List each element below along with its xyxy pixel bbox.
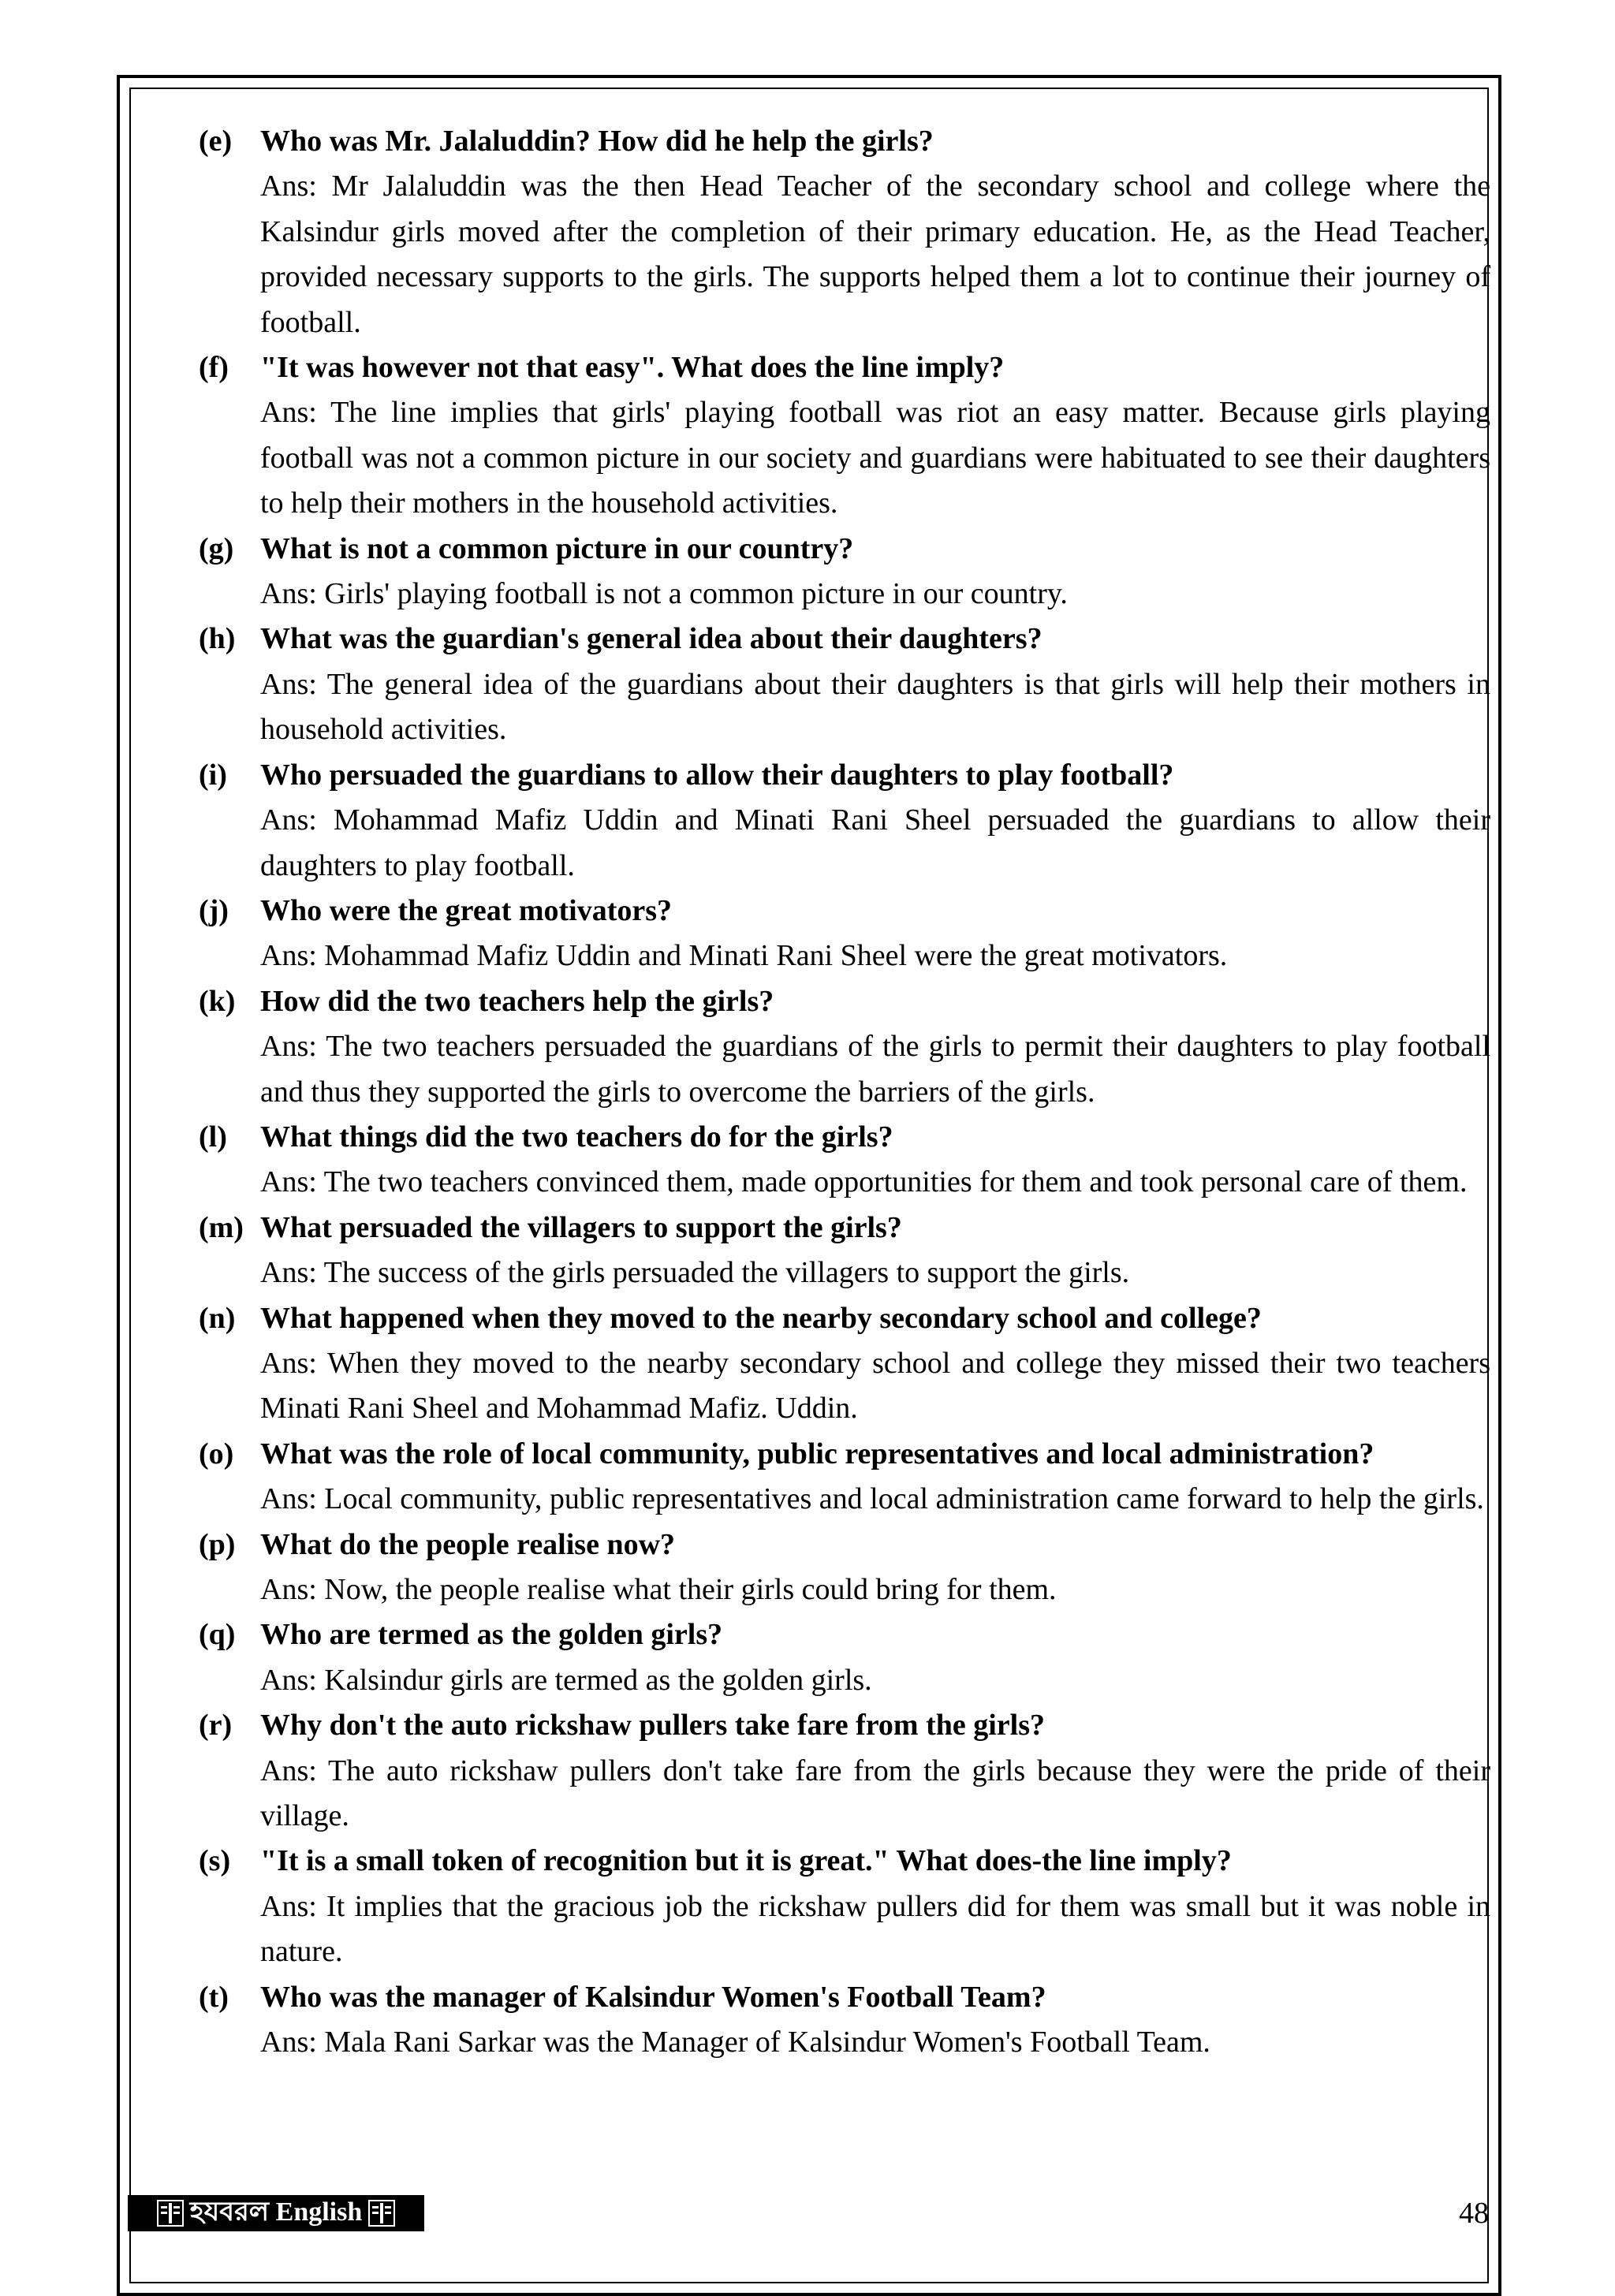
footer-badge: [128, 2195, 424, 2231]
qa-item-n: [199, 1296, 1490, 1432]
answer-text: Ans: Mohammad Mafiz Uddin and Minati Rani Sheel persuaded the guardians to allow their daughters to play football.: [260, 803, 1490, 882]
question-text: Who are termed as the golden girls?: [260, 1618, 723, 1652]
footer-badge-text: হযবরল English: [189, 2197, 363, 2227]
question-text: What do the people realise now?: [260, 1527, 676, 1561]
book-icon: [157, 2200, 184, 2227]
question-label: (g): [199, 531, 234, 565]
question-text: Who was Mr. Jalaluddin? How did he help the girls?: [260, 125, 934, 158]
qa-item-f: [199, 345, 1490, 527]
question-text: Who was the manager of Kalsindur Women's Football Team?: [260, 1980, 1046, 2014]
answer-text: Ans: The auto rickshaw pullers don't take fare from the girls because they were the pride of their village.: [260, 1754, 1490, 1833]
answer-text: Ans: Now, the people realise what their girls could bring for them.: [260, 1573, 1057, 1606]
question-text: What things did the two teachers do for the girls?: [260, 1120, 893, 1154]
page-number: 48: [1459, 2197, 1489, 2230]
question-label: (n): [199, 1301, 236, 1335]
question-label: (f): [199, 351, 229, 385]
answer-text: Ans: Mohammad Mafiz Uddin and Minati Rani Sheel were the great motivators.: [260, 939, 1228, 973]
qa-item-l: [199, 1115, 1490, 1206]
qa-item-t: [199, 1975, 1490, 2066]
answer-text: Ans: Girls' playing football is not a common picture in our country.: [260, 577, 1068, 611]
question-text: "It is a small token of recognition but it is great." What does-the line imply?: [260, 1844, 1232, 1878]
question-text: What happened when they moved to the nearby secondary school and college?: [260, 1301, 1262, 1335]
answer-text: Ans: Mala Rani Sarkar was the Manager of Kalsindur Women's Football Team.: [260, 2026, 1210, 2059]
qa-item-m: [199, 1206, 1490, 1296]
question-text: Who were the great motivators?: [260, 893, 673, 927]
question-label: (m): [199, 1210, 244, 1244]
answer-text: Ans: Local community, public representatives and local administration came forward to help the girls.: [260, 1482, 1484, 1516]
answer-text: Ans: The general idea of the guardians about their daughters is that girls will help their mothers in household activities.: [260, 667, 1490, 747]
qa-item-s: [199, 1839, 1490, 1974]
question-text: Who persuaded the guardians to allow their daughters to play football?: [260, 758, 1174, 792]
answer-text: Ans: The two teachers convinced them, made opportunities for them and took personal care of them.: [260, 1165, 1468, 1199]
qa-item-g: [199, 527, 1490, 617]
qa-item-q: [199, 1612, 1490, 1703]
question-label: (p): [199, 1527, 236, 1561]
qa-item-e: [199, 119, 1490, 345]
answer-text: Ans: The two teachers persuaded the guardians of the girls to permit their daughters to play football and thus they supported the girls to overcome the barriers of the girls.: [260, 1030, 1490, 1109]
question-label: (e): [199, 125, 233, 158]
answer-text: Ans: When they moved to the nearby secondary school and college they missed their two teachers Minati Rani Sheel and Mohammad Mafiz. Uddin.: [260, 1346, 1490, 1426]
qa-item-p: [199, 1523, 1490, 1613]
qa-item-j: [199, 889, 1490, 979]
question-label: (i): [199, 758, 227, 792]
answer-text: Ans: The success of the girls persuaded the villagers to support the girls.: [260, 1256, 1130, 1290]
question-text: What was the guardian's general idea about their daughters?: [260, 622, 1042, 656]
question-text: "It was however not that easy". What does the line imply?: [260, 351, 1005, 385]
qa-item-r: [199, 1703, 1490, 1839]
question-label: (k): [199, 984, 236, 1018]
question-label: (l): [199, 1120, 227, 1154]
qa-list: [199, 119, 1490, 2065]
question-text: How did the two teachers help the girls?: [260, 984, 774, 1018]
question-label: (o): [199, 1437, 234, 1470]
qa-item-i: [199, 753, 1490, 889]
qa-item-h: [199, 617, 1490, 752]
question-text: What is not a common picture in our country?: [260, 531, 854, 565]
answer-text: Ans: Kalsindur girls are termed as the golden girls.: [260, 1663, 872, 1697]
question-label: (t): [199, 1980, 229, 2014]
question-label: (j): [199, 893, 229, 927]
question-label: (r): [199, 1709, 233, 1742]
question-text: Why don't the auto rickshaw pullers take fare from the girls?: [260, 1709, 1046, 1742]
answer-text: Ans: Mr Jalaluddin was the then Head Teacher of the secondary school and college where the Kalsindur girls moved after the completion of their primary education. He, as the Head Teacher, provided necessary supports to the girls. The supports helped them a lot to continue their journey of football.: [260, 170, 1490, 339]
answer-text: Ans: It implies that the gracious job the rickshaw pullers did for them was small but it was noble in nature.: [260, 1889, 1490, 1969]
answer-text: Ans: The line implies that girls' playing football was riot an easy matter. Because girls playing football was not a common picture in our society and guardians were habituated to see their daughters to help their mothers in the household activities.: [260, 396, 1490, 520]
question-text: What was the role of local community, public representatives and local administration?: [260, 1437, 1374, 1470]
book-icon: [368, 2200, 395, 2227]
question-label: (s): [199, 1844, 231, 1878]
qa-item-o: [199, 1432, 1490, 1523]
question-label: (h): [199, 622, 236, 656]
qa-item-k: [199, 979, 1490, 1115]
question-text: What persuaded the villagers to support the girls?: [260, 1210, 902, 1244]
question-label: (q): [199, 1618, 236, 1652]
